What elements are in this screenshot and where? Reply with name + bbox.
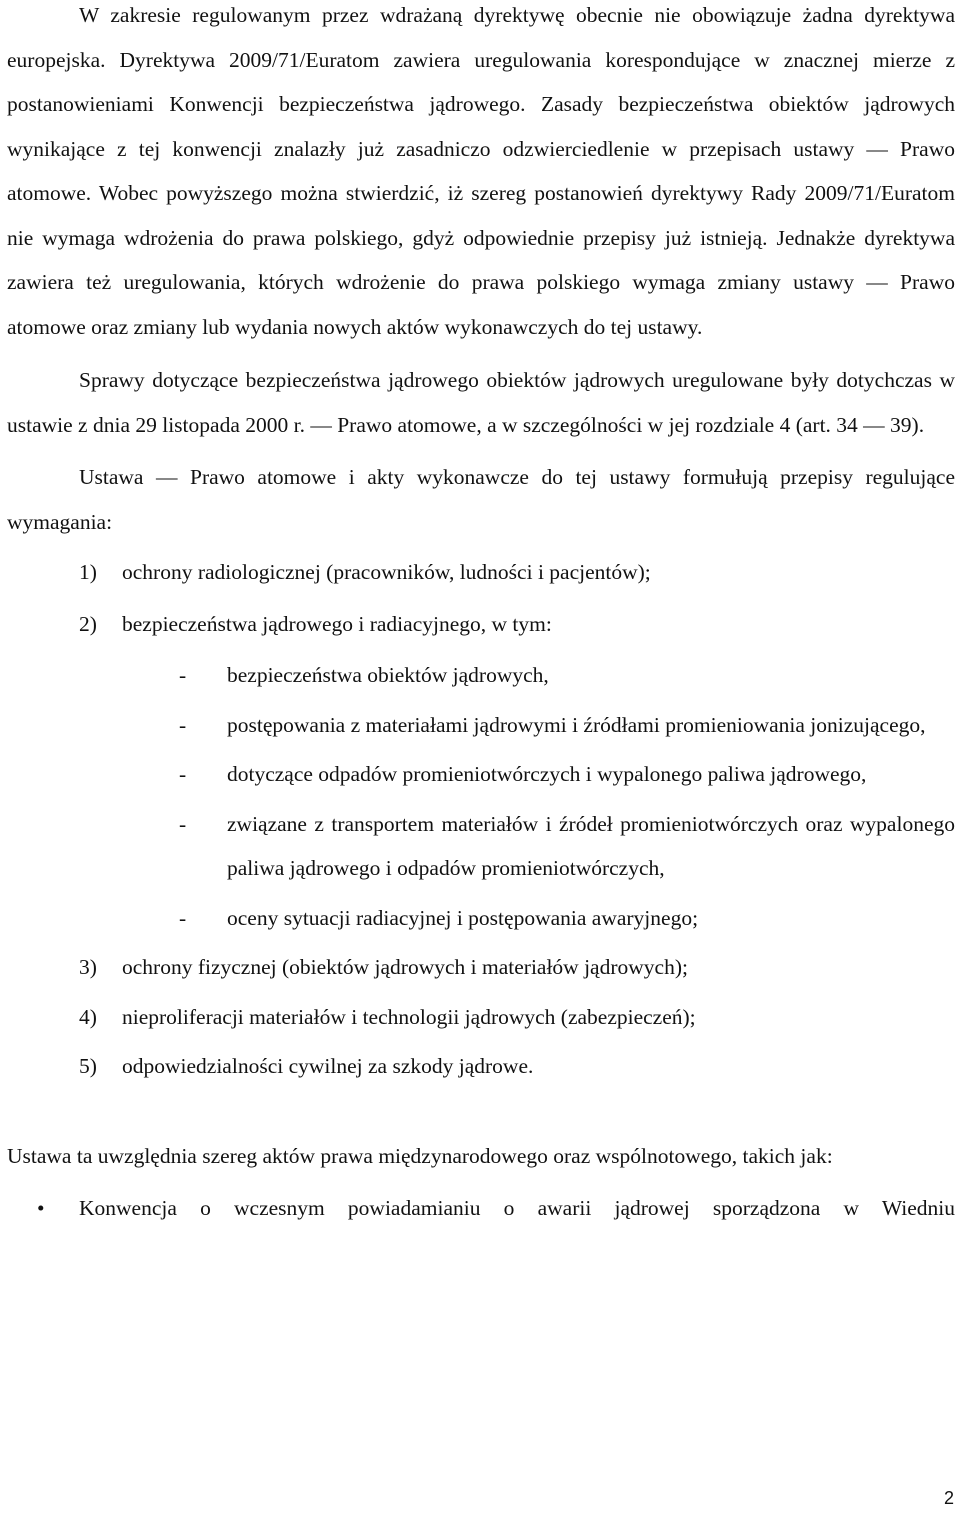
list-item bbox=[7, 550, 955, 595]
paragraph-requirements-intro: Ustawa — Prawo atomowe i akty wykonawcze do tej ustawy formułują przepisy regulujące wymagania: bbox=[7, 465, 955, 534]
list-item-text: ochrony radiologicznej (pracowników, ludności i pacjentów); bbox=[122, 560, 651, 584]
list-item bbox=[7, 1186, 955, 1231]
list-item bbox=[7, 602, 955, 647]
list-item-text: oceny sytuacji radiacyjnej i postępowania awaryjnego; bbox=[227, 905, 699, 930]
list-number: 1) bbox=[79, 560, 97, 584]
list-item-text: bezpieczeństwa obiektów jądrowych, bbox=[227, 663, 549, 687]
list-number: 2) bbox=[79, 611, 97, 636]
document-page bbox=[7, 0, 955, 1231]
list-item bbox=[7, 703, 955, 748]
list-item-text: ochrony fizycznej (obiektów jądrowych i materiałów jądrowych); bbox=[122, 955, 688, 979]
acts-list bbox=[7, 1186, 955, 1231]
list-item-text: postępowania z materiałami jądrowymi i źródłami promieniowania jonizującego, bbox=[227, 712, 926, 737]
paragraph-directive-scope: W zakresie regulowanym przez wdrażaną dyrektywę obecnie nie obowiązuje żadna dyrektywa europejska. Dyrektywa 2009/71/Euratom zawiera uregulowania korespondujące w znacznej mierze z postanowieniami Konwencji bezpieczeństwa jądrowego. Zasady bezpieczeństwa obiektów jądrowych wynikające z tej konwencji znalazły już zasadniczo odzwierciedlenie w przepisach ustawy — Prawo atomowe. Wobec powyższego można stwierdzić, iż szereg postanowień dyrektywy Rady 2009/71/Euratom nie wymaga wdrożenia do prawa polskiego, gdyż odpowiednie przepisy już istnieją. Jednakże dyrektywa zawiera też uregulowania, których wdrożenie do prawa polskiego wymaga zmiany ustawy — Prawo atomowe oraz zmiany lub wydania nowych aktów wykonawczych do tej ustawy. bbox=[7, 3, 955, 339]
list-item bbox=[7, 752, 955, 797]
requirements-list-continued bbox=[7, 945, 955, 1089]
bullet-icon: • bbox=[37, 1196, 45, 1220]
list-number: 4) bbox=[79, 1004, 97, 1029]
paragraph-previous-regulation: Sprawy dotyczące bezpieczeństwa jądrowego obiektów jądrowych uregulowane były dotychczas w ustawie z dnia 29 listopada 2000 r. — Prawo atomowe, a w szczególności w jej rozdziale 4 (art. 34 — 39). bbox=[7, 368, 955, 437]
list-item-text: Konwencja o wczesnym powiadamianiu o awarii jądrowej sporządzona w Wiedniu bbox=[79, 1196, 955, 1220]
list-item-text: związane z transportem materiałów i źródeł promieniotwórczych oraz wypalonego paliwa jądrowego i odpadów promieniotwórczych, bbox=[227, 811, 955, 880]
list-item bbox=[7, 896, 955, 941]
list-dash: - bbox=[179, 762, 187, 786]
list-item bbox=[7, 802, 955, 891]
list-dash: - bbox=[179, 663, 187, 687]
list-item bbox=[7, 653, 955, 698]
list-item-text: dotyczące odpadów promieniotwórczych i wypalonego paliwa jądrowego, bbox=[227, 762, 867, 786]
list-item-text: odpowiedzialności cywilnej za szkody jądrowe. bbox=[122, 1054, 534, 1078]
list-dash: - bbox=[179, 905, 187, 930]
list-item-text: nieproliferacji materiałów i technologii jądrowych (zabezpieczeń); bbox=[122, 1004, 696, 1029]
list-item-text: bezpieczeństwa jądrowego i radiacyjnego, w tym: bbox=[122, 611, 552, 636]
list-item bbox=[7, 1044, 955, 1089]
safety-subitems-list bbox=[7, 653, 955, 940]
list-dash: - bbox=[179, 712, 187, 737]
page-number: 2 bbox=[943, 1488, 954, 1508]
list-item bbox=[7, 945, 955, 990]
list-dash: - bbox=[179, 811, 187, 836]
list-item bbox=[7, 995, 955, 1040]
list-number: 3) bbox=[79, 955, 97, 979]
paragraph-international-acts: Ustawa ta uwzględnia szereg aktów prawa międzynarodowego oraz wspólnotowego, takich jak: bbox=[7, 1143, 833, 1168]
list-number: 5) bbox=[79, 1054, 97, 1078]
requirements-list bbox=[7, 550, 955, 646]
